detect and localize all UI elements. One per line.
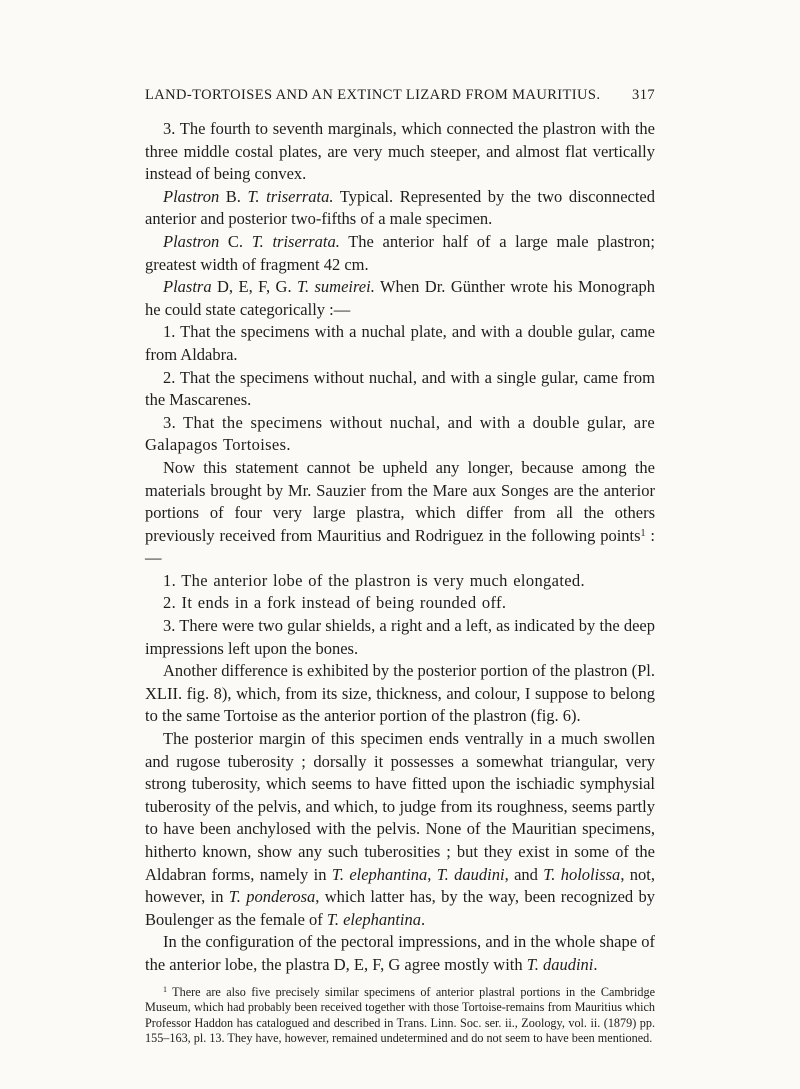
paragraph: 3. The fourth to seventh marginals, which connected the plastron with the three middle costal plates, are very much steeper, and almost flat vertically instead of being convex. (145, 119, 655, 184)
paragraph: 2. It ends in a fork instead of being rounded off. (163, 593, 507, 613)
footnote-text: There are also five precisely similar specimens of anterior plastral portions in the Cambridge Museum, which had probably been received together with those Tortoise-remains from Mauritius which Professor Haddon has catalogued and described in Trans. Linn. Soc. ser. ii., Zoology, vol. ii. (1879) pp. 155–163, pl. 13. They have, however, remained undetermined and do not seem to have been mentioned. (145, 984, 656, 1046)
paragraph: 2. That the specimens without nuchal, and with a single gular, came from the Mascarenes. (145, 367, 655, 410)
page-number: 317 (632, 87, 655, 103)
paragraph: Another difference is exhibited by the posterior portion of the plastron (Pl. XLII. fig. 8), which, from its size, thickness, and colour, I suppose to belong to the same Tortoise as the anterior portion of the plastron (fig. 6). (145, 661, 655, 726)
paragraph: The posterior margin of this specimen ends ventrally in a much swollen and rugose tuberosity ; dorsally it possesses a somewhat triangular, very strong tuberosity, which seems to have fitted upon the ischiadic symphysial tuberosity of the pelvis, and which, to judge from its roughness, seems partly to have been anchylosed with the pelvis. None of the Mauritian specimens, hitherto known, show any such tuberosities ; but they exist in some of the Aldabran forms, namely in T. elephantina, T. daudini, and T. hololissa, not, however, in T. ponderosa, which latter has, by the way, been recognized by Boulenger as the female of T. elephantina. (145, 729, 656, 929)
paragraph: Now this statement cannot be upheld any longer, because among the materials brought by Mr. Sauzier from the Mare aux Songes are the anterior portions of four very large plastra, which differ from all the others previously received from Mauritius and Rodriguez in the following points$^1$ :— (145, 457, 655, 568)
running-title: LAND-TORTOISES AND AN EXTINCT LIZARD FROM MAURITIUS. (145, 87, 601, 103)
paragraph: 1. The anterior lobe of the plastron is very much elongated. (163, 570, 585, 590)
paragraph: Plastra D, E, F, G. T. sumeirei. When Dr. Günther wrote his Monograph he could state categorically :— (145, 277, 656, 319)
footnote-reference: 1 (640, 527, 646, 539)
paragraph: Plastron C. T. triserrata. The anterior half of a large male plastron; greatest width of fragment 42 cm. (145, 231, 655, 274)
paragraph: In the configuration of the pectoral impressions, and in the whole shape of the anterior lobe, the plastra D, E, F, G agree mostly with T. daudini. (145, 932, 655, 974)
body-text (145, 118, 655, 1047)
paragraph: 3. That the specimens without nuchal, and with a double gular, are Galapagos Tortoises. (145, 412, 655, 455)
paragraph: 3. There were two gular shields, a right and a left, as indicated by the deep impressions left upon the bones. (145, 616, 655, 658)
running-header (145, 87, 655, 104)
paragraph: Plastron B. T. triserrata. Typical. Represented by the two disconnected anterior and posterior two-fifths of a male specimen. (145, 186, 655, 229)
footnote (145, 982, 655, 1047)
paragraph: 1. That the specimens with a nuchal plate, and with a double gular, came from Aldabra. (145, 322, 655, 364)
footnote-marker: 1 (163, 984, 167, 994)
